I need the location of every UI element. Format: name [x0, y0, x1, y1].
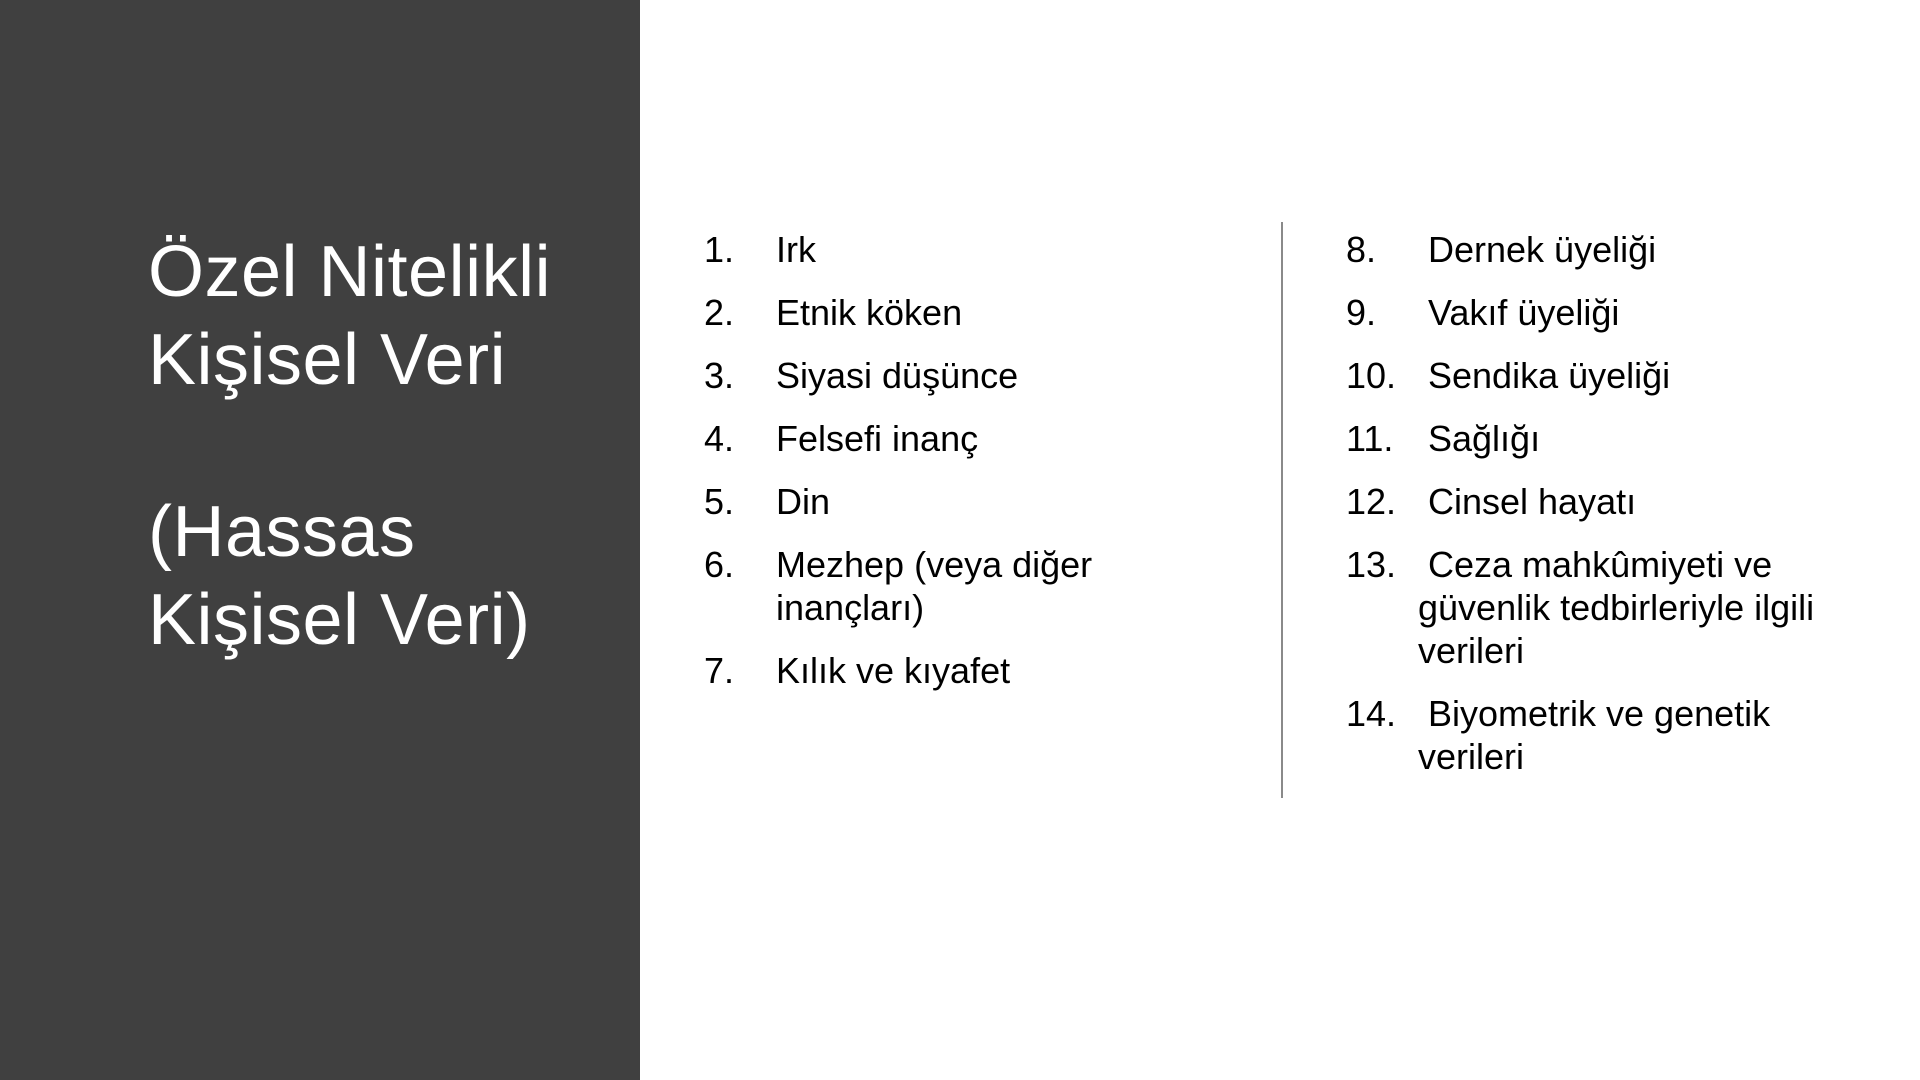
- list-item-text: Biyometrik ve genetik verileri: [1418, 693, 1771, 777]
- list-item-number: 6.: [704, 544, 735, 585]
- list-item-number: 1.: [704, 229, 735, 270]
- list-item: [704, 228, 1264, 271]
- list-item: [704, 354, 1264, 397]
- list-item-text: Ceza mahkûmiyeti ve güvenlik tedbirleriyle ilgili verileri: [1418, 544, 1815, 671]
- list-item-number: 8.: [1346, 229, 1377, 270]
- title-line-4: Kişisel Veri): [148, 580, 531, 660]
- list-item-number: 10.: [1346, 355, 1397, 396]
- list-item-text: Sağlığı: [1428, 418, 1541, 459]
- list-item: [704, 480, 1264, 523]
- slide-title: [148, 228, 618, 664]
- list-item: [1346, 543, 1818, 672]
- list-item: [704, 417, 1264, 460]
- list-item-number: 5.: [704, 481, 735, 522]
- title-panel: [0, 0, 640, 1080]
- list-item-text: Irk: [776, 229, 816, 270]
- list-item: [1346, 291, 1906, 334]
- list-item-number: 3.: [704, 355, 735, 396]
- list-item-number: 2.: [704, 292, 735, 333]
- list-item-text: Vakıf üyeliği: [1428, 292, 1620, 333]
- title-line-3: (Hassas: [148, 492, 416, 572]
- right-list: [1346, 228, 1906, 798]
- list-item-text: Kılık ve kıyafet: [776, 650, 1011, 691]
- list-item: [1346, 417, 1906, 460]
- list-item-number: 9.: [1346, 292, 1377, 333]
- list-item-number: 14.: [1346, 693, 1397, 734]
- list-item-number: 7.: [704, 650, 735, 691]
- list-item: [704, 649, 1264, 692]
- list-item-text: Siyasi düşünce: [776, 355, 1019, 396]
- list-item: [704, 543, 1156, 629]
- list-item-text: Mezhep (veya diğer inançları): [776, 544, 1093, 628]
- list-item: [1346, 228, 1906, 271]
- list-item-number: 12.: [1346, 481, 1397, 522]
- list-item-text: Dernek üyeliği: [1428, 229, 1657, 270]
- list-item-number: 11.: [1346, 418, 1394, 459]
- list-item: [1346, 354, 1906, 397]
- title-gap: [148, 404, 618, 488]
- list-item-text: Sendika üyeliği: [1428, 355, 1671, 396]
- list-item-number: 13.: [1346, 544, 1397, 585]
- title-line-2: Kişisel Veri: [148, 320, 507, 400]
- list-item-text: Etnik köken: [776, 292, 963, 333]
- list-item-text: Felsefi inanç: [776, 418, 979, 459]
- left-list: [704, 228, 1264, 712]
- list-item-number: 4.: [704, 418, 735, 459]
- list-item: [1346, 480, 1906, 523]
- column-divider: [1281, 222, 1283, 798]
- list-item: [1346, 692, 1838, 778]
- list-item-text: Cinsel hayatı: [1428, 481, 1637, 522]
- list-item: [704, 291, 1264, 334]
- list-item-text: Din: [776, 481, 831, 522]
- title-line-1: Özel Nitelikli: [148, 232, 552, 312]
